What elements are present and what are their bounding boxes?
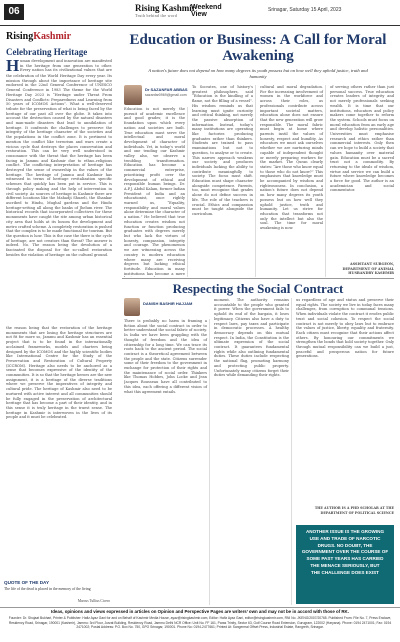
- quote-of-the-day: [4, 580, 112, 604]
- lead-byline: Dr SAZANFAR ABBAS: [145, 87, 188, 92]
- author-photo-2: [124, 298, 140, 316]
- pull-quote-line: THE MENACE SERIOUSLY, BUT: [310, 562, 380, 568]
- second-byline: DANISH BASHIR HAJJAM: [143, 301, 193, 306]
- quote-author: Marcus Tullius Cicero: [77, 599, 110, 603]
- editorial-body-1: uman development and innovation are manifested in the heritage from one generation to other. Every nation has its civilizational values that are: [20, 59, 112, 73]
- pull-quote-box: [296, 525, 394, 604]
- logo-rising: Rising: [6, 31, 34, 42]
- weekend-view-label: [191, 4, 222, 18]
- quote-text: The life of the dead is placed in the memory of the living: [4, 587, 91, 591]
- weekend-word: Weekend: [191, 4, 222, 11]
- pull-quote-line: USE AND TRADE OF NARCOTIC: [309, 535, 381, 541]
- second-column-3: us regardless of age and status and preserve their equal rights. The society we live in today faces many challenges, from corruption to communal tensions. When individuals violate the contract it erodes public trust and social cohesion. To respect the social contract is not merely to obey laws but to embrace the values of justice, liberty, equality and fraternity. Each citizen must recognise that their actions affect others. By honouring our commitments we strengthen the bonds that hold society together. Only through mutual responsibility can we build a just, peaceful and prosperous nation for future generations.: [296, 298, 394, 359]
- second-headline: Respecting the Social Contract: [172, 281, 344, 296]
- editorial-body-2: the celebration of the World Heritage Day every year. Its mission through about the importance of heritage site endorsed in the 22nd General Conference of UNESCO General Conference in 1983 The theme for the World Heritage Day 2023 is “Heritage under Threat From Disasters and Conflicts: Preparedness and Learning from 50 years of ICOMOS Actions”. What a well-deserved tribute for the preservation of what is being faced by the heritage of our past all over the globe. It takes into account the destruction caused by the natural disasters and man-made disasters that lead to annihilation of heritage. It confronts the challenges to preserve the integrity of the heritage character of the societies and the populations in the conflict zone. It is pertinent to mention the conflict like terrorism and wars create a vicious cycle that destroys the places conservation and restoration. This can be very well understood in consonance with the threat that the heritage has been facing in Jammu and Kashmir due to ethno–religious conflict. The conflicting interpretation of heritage has destroyed the sense of ownership in the values of the heritage. The heritage of Jammu and Kashmir has witnessed in terms of heritage revitalization specific schemes that quickly has been put in service. This is through policy making and the help of intervention in civil society. As sources of heritage in Kashmir there are different locations like the Mahadji Shuzeli, the Shankar ascribed to Hindu, Mughal gardens and the Hindu heritage-setting all along the banks of Jhelum river. The historical records that incorporated collectives for these monuments have caught the site among urban historical city area that holds at its bosom the development and metro crafted scheme. A completely restoration is pushed that the complex is to be made functional for tourism. But the question is how. This is the case the there is the cycle of heritage, are not creators than threat? The answer is indeed. No. The reason being the devolution of a fascinated the disposal for the so-called restoration besides the violation of heritage on the cultural ground.: [6, 74, 112, 257]
- author-email: sazanfar0969@gmail.com: [145, 93, 187, 97]
- masthead: [0, 0, 400, 26]
- page-number: 06: [4, 4, 24, 20]
- lead-column-2: To Socrates, one of history’s greatest philosophers, said “Education is the kindling of a flame, not the filling of a vessel”. His wisdom reminds us that learning must ignite curiosity and critical thinking, not merely the passive absorption of information. Instead, today’s many institutions are operating like factories producing graduates rather than thinkers. Students are trained to pass examinations but not to question, to analyse or to create. This narrow approach weakens our society and produces individuals lacking the ability to contribute meaningfully to society. The focus must shift. Education must shape character alongside competence. Parents, too, must recognise that grades alone do not define success in life. The role of the teachers is crucial. Ethics and compassion must be taught alongside the curriculum.: [192, 85, 256, 277]
- brand-name: Rising Kashmir: [135, 3, 196, 13]
- editorial-title: Celebrating Heritage: [6, 47, 88, 57]
- brand-logo: [135, 3, 196, 18]
- lead-column-3: cultural and moral degradation. For the increasing involvement of women in the workforce and across their roles, as professionals contribute across important societal matters, education alone does not ensure that the new generation will grow responsible. The moral fabric must begin at home where parents instil the values of honesty, respect and humility. As educators we must ask ourselves whether we are nurturing minds capable of independent thought or merely preparing workers for the market. The Quran clearly states: “Are those who know equal to those who do not know?” This emphasises that knowledge must be accompanied by wisdom and righteousness. In conclusion, a nation’s future does not depend on how many degrees its youth possess but on how well they uphold justice, truth and humanity. Let us strive for education that transforms not only the intellect but also the soul. The time for moral awakening is now.: [260, 85, 326, 277]
- lead-headline: Education or Business: A Call for Moral Awakening: [129, 32, 387, 64]
- pull-quote-line: SOME PAST YEARS HAS CARRIED: [306, 556, 384, 562]
- logo-kashmir: Kashmir: [33, 31, 72, 42]
- lead-column-1: Education is not merely the pursuit of academic excellence and good grades; it is the foundation upon which every nation and societies are built. True education must serve the intellectual and moral development of character of individuals. Yet, in today’s world and one tending our Kashmir valley also, we observe a troubling transformation. Education has become a commercial enterprise, prioritizing profit over the development of ethical and responsible human beings. Dr. A.P.J. Abdul Kalam, former Indian President of India and an educationist, once rightly warned us, “Equality, responsibility and moral values alone determine the character of a nation.” He believed that true education creates wisdom not function or function producing graduates with degrees merely but who lack the virtues of honesty, compassion, integrity and courage. The phenomenon we are witnessing across the country is modern education where many are receiving degrees but lacking ethical fortitude. Education in many institutions has become a mere: [124, 107, 188, 277]
- section-divider: [122, 278, 394, 279]
- second-author-note: THE AUTHOR IS A PHD SCHOLAR AT THE DEPARTMENT OF POLITICAL SCIENCE: [314, 506, 394, 515]
- opinion-disclaimer: Ideas, opinions and views expressed in articles on Opinion and Perspective Pages are writers’ own and may not be in accord with those of RK.: [0, 607, 400, 615]
- editorial-body-3: the reason being that the restoration of the heritage monuments that are losing the heritage structures are not fit for more so, Jammu and Kashmir has an essential project that is to be found in the internationally acclaimed frameworks, models and charters being designed by the ICOMOS and the highly scientific bodies like International Centre for the Study of the Preservation and Restoration of Cultural Property (ICCROM). Heritage also needs to be anchored as a sense that becomes expressive of the identity of the communities. It is so that the heritage heroes are the new assignment, it is a heritage of the diverse traditions where we preserve the imperatives of integrity and cultural pride. The heritage of Kashmir also need to be nurtured with active interest and all communities should be fully engaged in the preservation of architectural heritage that has become a part of their identity, and in this sense it is truly heritage in the truest sense. The heritage in Kashmir is interwoven in the lives of its people and it must be celebrated.: [6, 326, 112, 420]
- pull-quote-line: ANOTHER ISSUE IS THE GROWING: [305, 529, 385, 534]
- editorial-sidebar: [4, 46, 112, 604]
- view-word: View: [191, 11, 207, 18]
- second-column-1: There is probably no harm in framing a fiction about the social contract in order to better understand the social fabric of society. In India we have been grappling with the thought of freedom and the idea of citizenship for a long time. We can trace its roots back to the ancient period. The social contract is a theoretical agreement between the people and the state. Citizens surrender some of their freedom to the government in exchange for protection of their rights and the maintenance of social order. Thinkers like Thomas Hobbes, John Locke and Jean Jacques Rousseau have all contributed to this idea, each offering a different vision of what this agreement entails.: [124, 319, 210, 605]
- drop-cap: H: [6, 56, 20, 75]
- pull-quote-line: THE CHALLENGE DOES EXIST: [311, 569, 379, 575]
- lead-author-note: ASSISTANT SURGEON, DEPARTMENT OF ANIMAL HUSBANDRY KASHMIR: [342, 262, 394, 276]
- issue-date: Srinagar, Saturday 15 April, 2023: [268, 7, 342, 13]
- pull-quote-line: DRUGS. NO DOUBT, THE: [317, 542, 373, 548]
- quote-heading: QUOTE OF THE DAY: [4, 580, 50, 585]
- second-column-2: moment. The authority remains accountable to the people who granted it power. When the government fails to uphold its end of the bargain, it loses legitimacy. Citizens also have a duty to respect laws, pay taxes and participate in democratic processes. A healthy democracy depends on this mutual respect. In India, the Constitution is the ultimate expression of the social contract. It guarantees fundamental rights while also outlining fundamental duties. These duties include respecting the national flag, promoting harmony and protecting public property. Unfortunately many citizens forget their duties while demanding their rights.: [214, 298, 292, 605]
- sidebar-logo: [6, 31, 71, 42]
- lead-column-4: of serving others rather than just personal success. True education creates leaders of integrity and not merely professionals seeking wealth. It is time that our institutions, educators and policy makers come together to reform the system. Schools must focus on moral education from an early age and develop holistic personalities. Universities must emphasise research and ethics rather than commercial interests. Only then can we hope to build a society that values humanity over material gain. Education must be a sacred trust not a commodity. By returning to the ideals of wisdom, virtue and service we can build a future where knowledge becomes a force for good. The author is an academician and social commentator.: [330, 85, 394, 193]
- lead-standfirst: A nation's future does not depend on how many degrees its youth possess but on how well they uphold justice, truth and humanity: [148, 68, 368, 79]
- author-photo: [124, 85, 142, 105]
- brand-tagline: Truth behind the word: [135, 13, 178, 18]
- publisher-imprint: Founder: Dr. Shujaat Bukhari, Printer & Publisher: Hafiz Ayaz Gani for and on Behalf of Kashmir Media House, ayaz@risingkashmir.com, Editor: Hafiz Ayaz Gani, editor@risingkashmir.com, RNI No. JKENG/2007/20765. Published From: File No. 7, Press Enclave, Residency Road, Srinagar, 190001 (Kashmir), Jammu: 3rd Floor, Jusrat Building, Residency Road, Jammu Delhi NCR Office: Unit No. FF 161, Paras Trinity, Sector 63, Golf Course Road Extension, Gurugram, 122002 (Haryana). Phone: 0194 2471001; Fax: 0194 2471002; Postal Address: P.O. Box No. 750, GPO Srinagar, 190001. Phone No: 0194-2477661; Printed At: Sangermal Offset Press, Industrial Estate, Rangreth, Srinagar.: [8, 616, 392, 630]
- pull-quote-line: GOVERNMENT OVER THE COURSE OF: [301, 549, 389, 555]
